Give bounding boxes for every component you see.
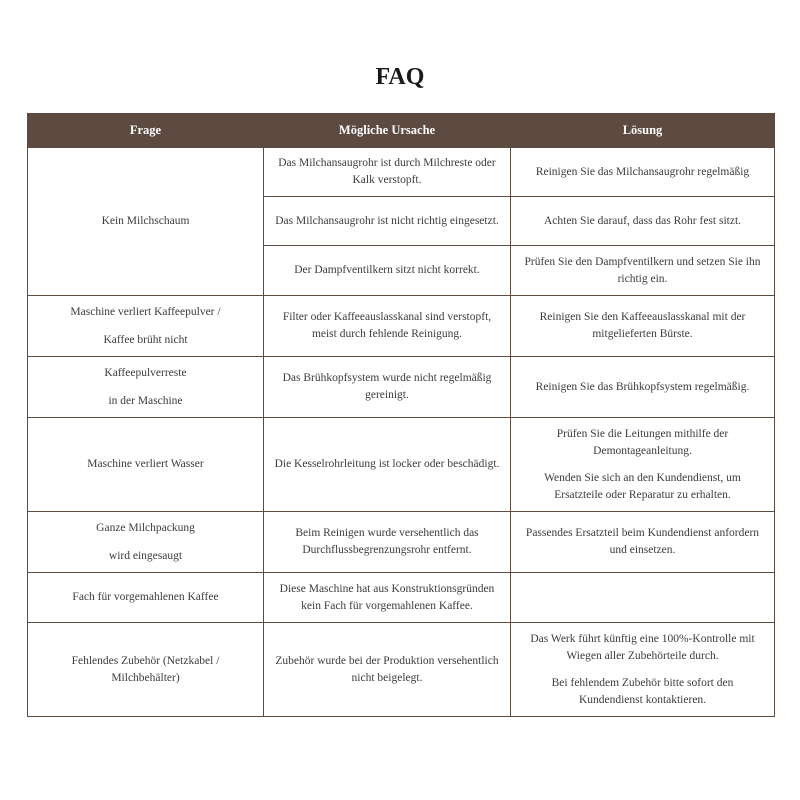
question-text: Fehlendes Zubehör (Netzkabel / Milchbehälter) [71,654,220,684]
cause-cell: Beim Reinigen wurde versehentlich das Durchflussbegrenzungsrohr entfernt. [264,512,511,573]
solution-text: Achten Sie darauf, dass das Rohr fest sitzt. [543,214,742,227]
column-header-solution: Lösung [511,114,775,148]
question-text: wird eingesaugt [108,549,183,562]
solution-cell [511,148,775,197]
solution-cell [511,512,775,573]
question-cell [28,512,264,573]
solution-cell [511,623,775,717]
table-row [28,512,775,573]
cause-cell: Der Dampfventilkern sitzt nicht korrekt. [264,246,511,296]
solution-text: Reinigen Sie den Kaffeeauslasskanal mit der mitgelieferten Bürste. [539,311,746,340]
solution-cell [511,246,775,296]
question-text: Kaffeepulverreste [104,366,187,379]
solution-cell [511,197,775,246]
question-text: Kein Milchschaum [101,215,190,227]
solution-text: Das Werk führt künftig eine 100%-Kontrolle mit Wiegen aller Zubehörteile durch. [530,632,755,662]
question-cell [28,418,264,512]
question-cell [28,623,264,717]
cause-cell: Das Brühkopfsystem wurde nicht regelmäßig gereinigt. [264,357,511,418]
table-row [28,573,775,623]
question-cell [28,573,264,623]
solution-cell [511,418,775,512]
table-row [28,296,775,357]
table-row [28,148,775,197]
question-text: Fach für vorgemahlenen Kaffee [72,591,219,603]
solution-text: Reinigen Sie das Milchansaugrohr regelmäßig [535,165,750,178]
cause-cell: Filter oder Kaffeeauslasskanal sind verstopft, meist durch fehlende Reinigung. [264,296,511,357]
cause-cell: Diese Maschine hat aus Konstruktionsgründen kein Fach für vorgemahlenen Kaffee. [264,573,511,623]
solution-cell [511,296,775,357]
cause-cell: Das Milchansaugrohr ist nicht richtig eingesetzt. [264,197,511,246]
cause-cell: Das Milchansaugrohr ist durch Milchreste oder Kalk verstopft. [264,148,511,197]
question-text: Kaffee brüht nicht [103,333,188,346]
solution-text: Prüfen Sie den Dampfventilkern und setzen Sie ihn richtig ein. [524,255,761,285]
table-header-row [28,114,775,148]
solution-text: Reinigen Sie das Brühkopfsystem regelmäßig. [535,380,750,393]
solution-cell [511,573,775,623]
question-text: Ganze Milchpackung [96,521,195,534]
column-header-question: Frage [28,114,264,148]
cause-cell: Zubehör wurde bei der Produktion versehentlich nicht beigelegt. [264,623,511,717]
solution-cell [511,357,775,418]
faq-table [27,113,775,717]
table-row [28,623,775,717]
solution-text: Passendes Ersatzteil beim Kundendienst anfordern und einsetzen. [525,527,760,556]
question-text: Maschine verliert Kaffeepulver / [70,305,221,318]
question-text: in der Maschine [108,394,183,407]
page-title: FAQ [375,64,425,90]
question-cell [28,357,264,418]
solution-text: Bei fehlendem Zubehör bitte sofort den Kundendienst kontaktieren. [551,676,734,706]
table-row [28,418,775,512]
question-cell [28,296,264,357]
question-cell [28,148,264,296]
column-header-cause: Mögliche Ursache [264,114,511,148]
solution-text: Wenden Sie sich an den Kundendienst, um Ersatzteile oder Reparatur zu erhalten. [544,471,741,501]
question-text: Maschine verliert Wasser [87,458,204,470]
solution-text: Prüfen Sie die Leitungen mithilfe der Demontageanleitung. [556,427,729,457]
cause-cell: Die Kesselrohrleitung ist locker oder beschädigt. [264,418,511,512]
table-row [28,357,775,418]
